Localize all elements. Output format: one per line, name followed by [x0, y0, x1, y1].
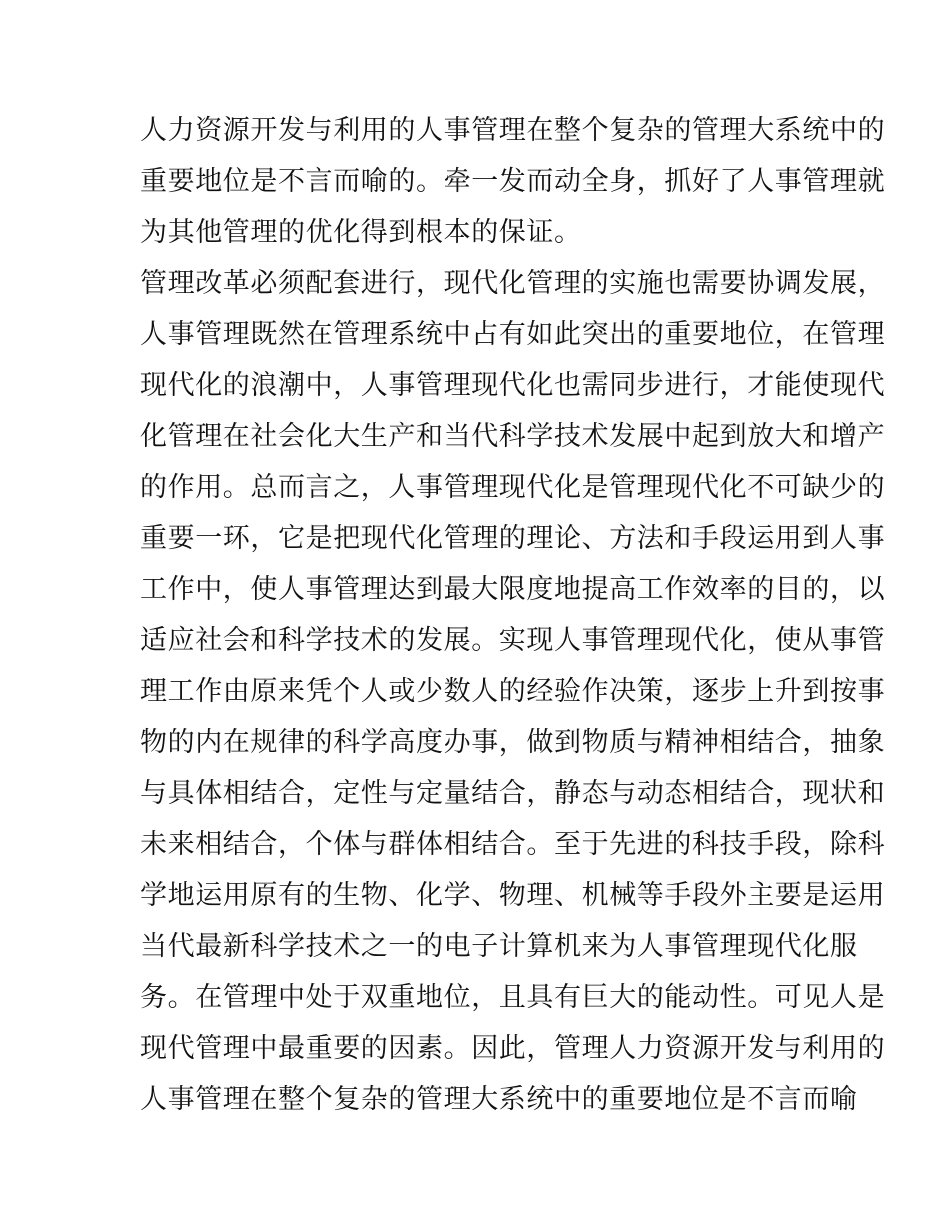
text-line: 当代最新科学技术之一的电子计算机来为人事管理现代化服: [140, 931, 858, 962]
text-line: 现代化的浪潮中，人事管理现代化也需同步进行，才能使现代: [140, 370, 886, 401]
text-line: 学地运用原有的生物、化学、物理、机械等手段外主要是运用: [140, 880, 886, 911]
text-line: 现代管理中最重要的因素。因此，管理人力资源开发与利用的: [140, 1033, 886, 1064]
text-line: 务。在管理中处于双重地位，且具有巨大的能动性。可见人是: [140, 982, 886, 1013]
text-line: 人事管理在整个复杂的管理大系统中的重要地位是不言而喻: [140, 1084, 858, 1115]
text-line: 重要地位是不言而喻的。牵一发而动全身，抓好了人事管理就: [140, 166, 886, 197]
text-line: 人力资源开发与利用的人事管理在整个复杂的管理大系统中的: [140, 115, 886, 146]
text-line: 物的内在规律的科学高度办事，做到物质与精神相结合，抽象: [140, 727, 886, 758]
text-line: 管理改革必须配套进行，现代化管理的实施也需要协调发展，: [140, 268, 886, 299]
text-line: 工作中，使人事管理达到最大限度地提高工作效率的目的，以: [140, 574, 886, 605]
text-line: 人事管理既然在管理系统中占有如此突出的重要地位，在管理: [140, 319, 886, 350]
text-line: 的作用。总而言之，人事管理现代化是管理现代化不可缺少的: [140, 472, 886, 503]
text-line: 与具体相结合，定性与定量结合，静态与动态相结合，现状和: [140, 778, 886, 809]
text-line: 化管理在社会化大生产和当代科学技术发展中起到放大和增产: [140, 421, 886, 452]
text-line: 适应社会和科学技术的发展。实现人事管理现代化，使从事管: [140, 625, 886, 656]
body-text: [140, 105, 886, 1125]
text-line: 为其他管理的优化得到根本的保证。: [140, 217, 582, 248]
text-line: 重要一环，它是把现代化管理的理论、方法和手段运用到人事: [140, 523, 886, 554]
text-line: 理工作由原来凭个人或少数人的经验作决策，逐步上升到按事: [140, 676, 886, 707]
text-line: 未来相结合，个体与群体相结合。至于先进的科技手段，除科: [140, 829, 886, 860]
